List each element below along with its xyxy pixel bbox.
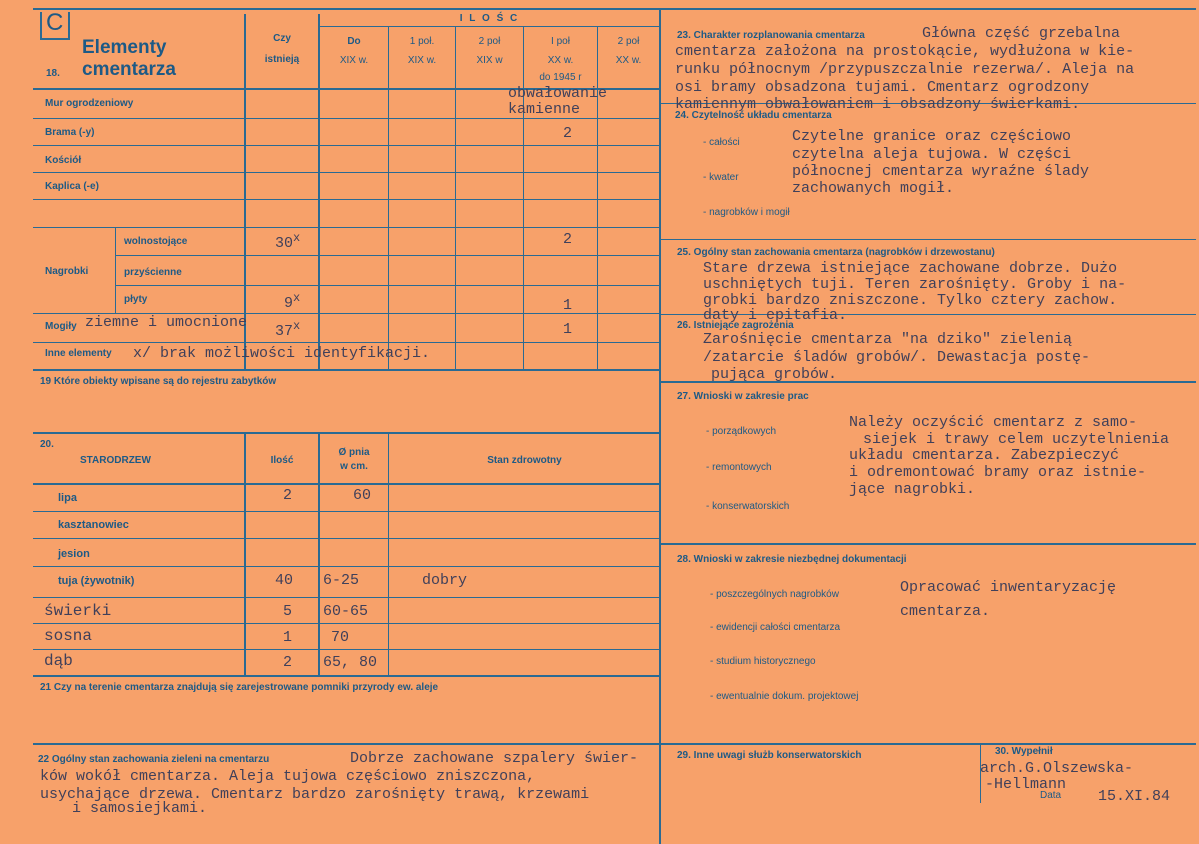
col-1polxx2: XX w. xyxy=(547,55,574,66)
s24-kwater: - kwater xyxy=(703,172,739,183)
s20-col-stan: Stan zdrowotny xyxy=(487,455,562,466)
s20-col-ilosc: Ilość xyxy=(270,455,294,466)
col-1pol: 1 poł. xyxy=(409,36,435,47)
col-1pol2: XIX w. xyxy=(407,55,437,66)
brama-value: 2 xyxy=(563,125,573,142)
s20-num: 20. xyxy=(40,439,54,450)
plyty-value: 1 xyxy=(563,297,573,314)
wolno-czy: 30$^x$ xyxy=(275,231,301,252)
s27-text: Należy oczyścić cmentarz z samo- xyxy=(849,414,1138,431)
s23-label: 23. Charakter rozplanowania cmentarza xyxy=(677,30,865,41)
col-ilosc: I L O Ś C xyxy=(459,13,520,24)
col-2pol2: XIX w xyxy=(476,55,503,66)
s28-text: Opracować inwentaryzację xyxy=(900,579,1117,596)
mogily-note: ziemne i umocnione xyxy=(85,314,248,331)
s24-text: północnej cmentarza wyraźne ślady xyxy=(792,163,1090,180)
s28-ewent: - ewentualnie dokum. projektowej xyxy=(710,691,859,702)
section-letter: C xyxy=(46,9,64,36)
s23-text: Główna część grzebalna xyxy=(922,25,1121,42)
s28-studium: - studium historycznego xyxy=(710,656,816,667)
s24-calosci: - całości xyxy=(703,137,740,148)
wolno-value: 2 xyxy=(563,231,573,248)
row-kosciol: Kościół xyxy=(45,155,82,166)
s22-text: i samosiejkami. xyxy=(72,800,208,817)
section-num: 18. xyxy=(46,68,60,79)
tree-name: sosna xyxy=(44,627,93,645)
tree-pien: 60-65 xyxy=(323,603,369,620)
tree-pien: 60 xyxy=(353,487,372,504)
s30-label: 30. Wypełnił xyxy=(995,746,1053,757)
col-do2: XIX w. xyxy=(339,55,369,66)
row-wolno: wolnostojące xyxy=(124,236,188,247)
tree-name: tuja (żywotnik) xyxy=(58,575,135,587)
tree-ilosc: 2 xyxy=(283,487,293,504)
s23-text: kamiennym obwałowaniem i obsadzony świerkami. xyxy=(675,96,1081,113)
s30-data-label: Data xyxy=(1040,790,1062,801)
s27-rem: - remontowych xyxy=(706,462,772,473)
tree-name: świerki xyxy=(44,602,112,620)
s20-col-pnia: Ø pnia xyxy=(338,447,370,458)
s27-label: 27. Wnioski w zakresie prac xyxy=(677,391,809,402)
s25-text: grobki bardzo zniszczone. Tylko cztery zachow. xyxy=(703,292,1118,309)
s27-text: układu cmentarza. Zabezpieczyć xyxy=(849,447,1120,464)
row-brama: Brama (-y) xyxy=(45,127,95,138)
mogily-czy: 37$^x$ xyxy=(275,319,301,340)
s28-text: cmentarza. xyxy=(900,603,991,620)
s19-label: 19 Które obiekty wpisane są do rejestru zabytków xyxy=(40,376,277,387)
s30-name: -Hellmann xyxy=(985,776,1067,793)
s25-text: daty i epitafia. xyxy=(703,307,848,324)
col-2pol: 2 poł xyxy=(478,36,501,47)
s26-label: 26. Istniejące zagrożenia xyxy=(677,320,794,331)
row-mur: Mur ogrodzeniowy xyxy=(45,98,134,109)
row-inne: Inne elementy xyxy=(45,348,112,359)
s22-label: 22 Ogólny stan zachowania zieleni na cmentarzu xyxy=(38,754,270,765)
s22-text: usychające drzewa. Cmentarz bardzo zarośnięty trawą, krzewami xyxy=(40,786,590,803)
s23-text: runku północnym /przypuszczalnie rezerwa/. Aleja na xyxy=(675,61,1135,78)
s25-label: 25. Ogólny stan zachowania cmentarza (nagrobków i drzewostanu) xyxy=(677,247,995,258)
tree-stan: dobry xyxy=(422,572,468,589)
s27-text: i odremontować bramy oraz istnie- xyxy=(849,464,1147,481)
tree-ilosc: 1 xyxy=(283,629,293,646)
s27-text: jące nagrobki. xyxy=(849,481,976,498)
s22-text: ków wokół cmentarza. Aleja tujowa częściowo zniszczona, xyxy=(40,768,536,785)
tree-ilosc: 40 xyxy=(275,572,294,589)
tree-name: lipa xyxy=(58,492,77,504)
s20-col-staro: STARODRZEW xyxy=(80,455,151,466)
s24-text: czytelna aleja tujowa. W części xyxy=(792,146,1072,163)
s20-col-pnia2: w cm. xyxy=(340,461,368,472)
s24-text: zachowanych mogił. xyxy=(792,180,955,197)
s28-label: 28. Wnioski w zakresie niezbędnej dokumentacji xyxy=(677,554,907,565)
s26-text: /zatarcie śladów grobów/. Dewastacja postę- xyxy=(703,349,1091,366)
s27-text: siejek i trawy celem uczytelnienia xyxy=(863,431,1170,448)
s27-kons: - konserwatorskich xyxy=(706,501,790,512)
tree-name: dąb xyxy=(44,652,73,670)
col-1polxx3: do 1945 r xyxy=(539,72,582,83)
s24-text: Czytelne granice oraz częściowo xyxy=(792,128,1072,145)
s30-date: 15.XI.84 xyxy=(1098,788,1171,805)
row-mogily: Mogiły xyxy=(45,321,77,332)
col-2polxx2: XX w. xyxy=(615,55,642,66)
row-nagrobki: Nagrobki xyxy=(45,266,89,277)
col-1polxx: I poł xyxy=(551,36,570,47)
s25-text: uschniętych tuji. Teren zarośnięty. Groby i na- xyxy=(703,276,1127,293)
s27-porz: - porządkowych xyxy=(706,426,777,437)
s23-text: cmentarza założona na prostokącie, wydłużona w kie- xyxy=(675,43,1135,60)
tree-name: jesion xyxy=(58,548,90,560)
s28-poszcz: - poszczególnych nagrobków xyxy=(710,589,839,600)
s23-text: osi bramy obsadzona tujami. Cmentarz ogrodzony xyxy=(675,79,1090,96)
row-plyty: płyty xyxy=(124,294,148,305)
col-czy: Czy xyxy=(273,33,291,44)
tree-name: kasztanowiec xyxy=(58,519,129,531)
col-istnieja: istnieją xyxy=(264,54,300,65)
s29-label: 29. Inne uwagi służb konserwatorskich xyxy=(677,750,862,761)
col-do: Do xyxy=(347,36,361,47)
tree-ilosc: 5 xyxy=(283,603,293,620)
row-kaplica: Kaplica (-e) xyxy=(45,181,99,192)
s21-label: 21 Czy na terenie cmentarza znajdują się zarejestrowane pomniki przyrody ew. aleje xyxy=(40,682,439,693)
s24-nagrobkow: - nagrobków i mogił xyxy=(703,207,790,218)
tree-pien: 70 xyxy=(331,629,350,646)
col-2polxx: 2 poł xyxy=(617,36,640,47)
tree-pien: 65, 80 xyxy=(323,654,378,671)
tree-pien: 6-25 xyxy=(323,572,360,589)
mogily-value: 1 xyxy=(563,321,573,338)
tree-ilosc: 2 xyxy=(283,654,293,671)
title-line1: Elementy xyxy=(82,37,167,58)
s30-name: arch.G.Olszewska- xyxy=(980,760,1134,777)
s24-label: 24. Czytelność układu cmentarza xyxy=(675,110,832,121)
s28-ewid: - ewidencji całości cmentarza xyxy=(710,622,841,633)
plyty-czy: 9$^x$ xyxy=(284,291,301,312)
s22-text: Dobrze zachowane szpalery świer- xyxy=(350,750,639,767)
s25-text: Stare drzewa istniejące zachowane dobrze. Dużo xyxy=(703,260,1118,277)
row-przy: przyścienne xyxy=(124,267,182,278)
title-line2: cmentarza xyxy=(82,59,176,80)
s26-text: Zarośnięcie cmentarza "na dziko" zielenią xyxy=(703,331,1073,348)
s26-text: pująca grobów. xyxy=(711,366,838,383)
mur-note: obwałowanie kamienne xyxy=(508,85,608,118)
inne-note: x/ brak możliwości identyfikacji. xyxy=(133,345,431,362)
